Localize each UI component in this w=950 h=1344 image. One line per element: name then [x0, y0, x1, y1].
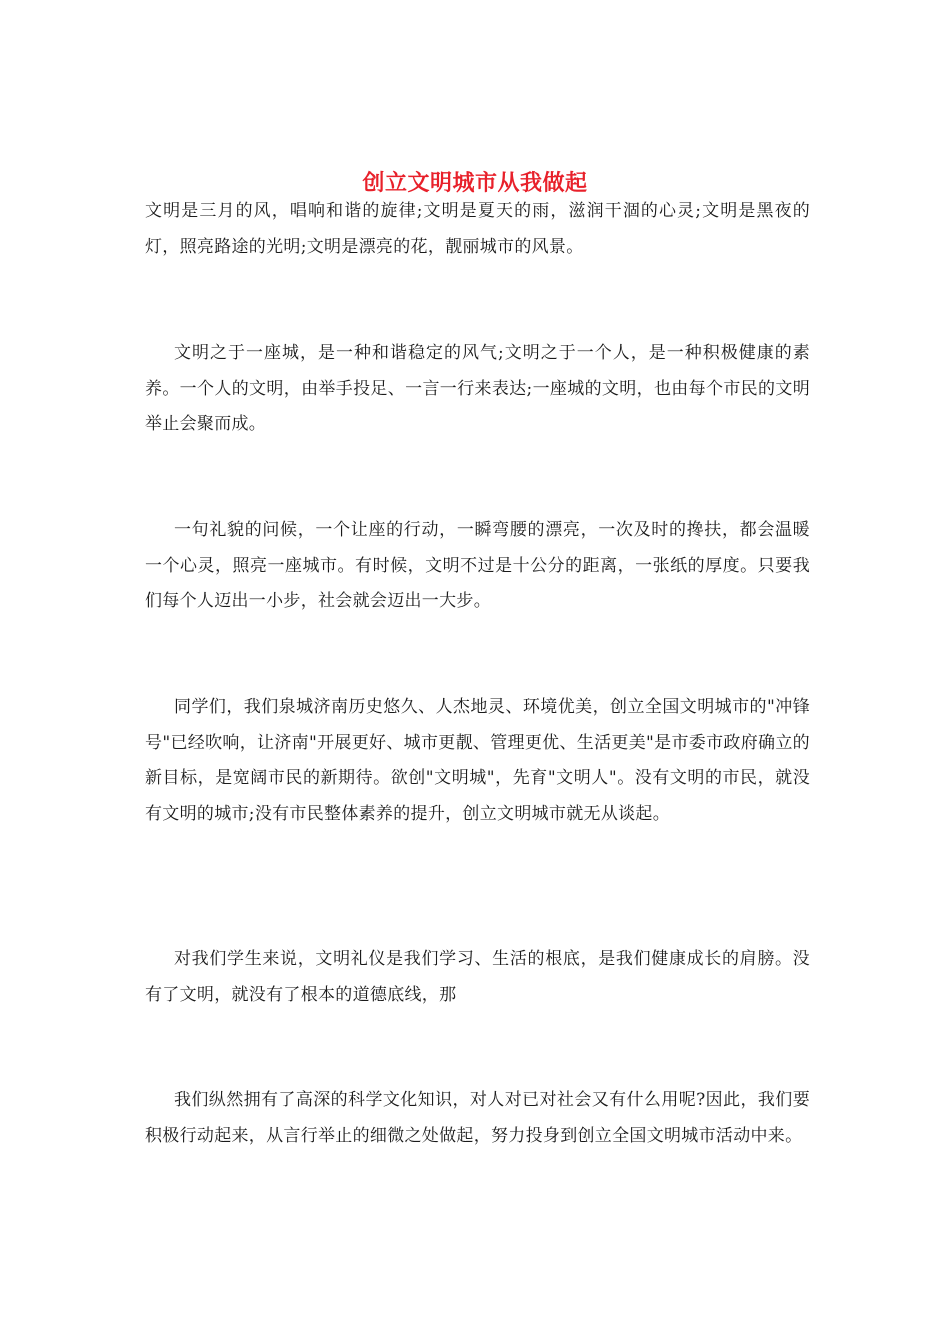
paragraph-2: 文明之于一座城，是一种和谐稳定的风气;文明之于一个人，是一种积极健康的素养。一个人的文明，由举手投足、一言一行来表达;一座城的文明，也由每个市民的文明举止会聚而成。	[145, 343, 810, 434]
document-title: 创立文明城市从我做起	[362, 169, 588, 196]
paragraph-4: 同学们，我们泉城济南历史悠久、人杰地灵、环境优美，创立全国文明城市的"冲锋号"已经吹响，让济南"开展更好、城市更靓、管理更优、生活更美"是市委市政府确立的新目标，是宽阔市民的新期待。欲创"文明城"，先育"文明人"。没有文明的市民，就没有文明的城市;没有市民整体素养的提升，创立文明城市就无从谈起。	[145, 697, 810, 824]
paragraph-1: 文明是三月的风，唱响和谐的旋律;文明是夏天的雨，滋润干涸的心灵;文明是黑夜的灯，照亮路途的光明;文明是漂亮的花，靓丽城市的风景。	[145, 201, 810, 257]
paragraph-5: 对我们学生来说，文明礼仪是我们学习、生活的根底，是我们健康成长的肩膀。没有了文明，就没有了根本的道德底线，那	[145, 949, 810, 1005]
paragraph-6: 我们纵然拥有了高深的科学文化知识，对人对已对社会又有什么用呢?因此，我们要积极行动起来，从言行举止的细微之处做起，努力投身到创立全国文明城市活动中来。	[145, 1090, 810, 1146]
paragraph-3: 一句礼貌的问候，一个让座的行动，一瞬弯腰的漂亮，一次及时的搀扶，都会温暖一个心灵，照亮一座城市。有时候，文明不过是十公分的距离，一张纸的厚度。只要我们每个人迈出一小步，社会就会迈出一大步。	[145, 520, 810, 611]
